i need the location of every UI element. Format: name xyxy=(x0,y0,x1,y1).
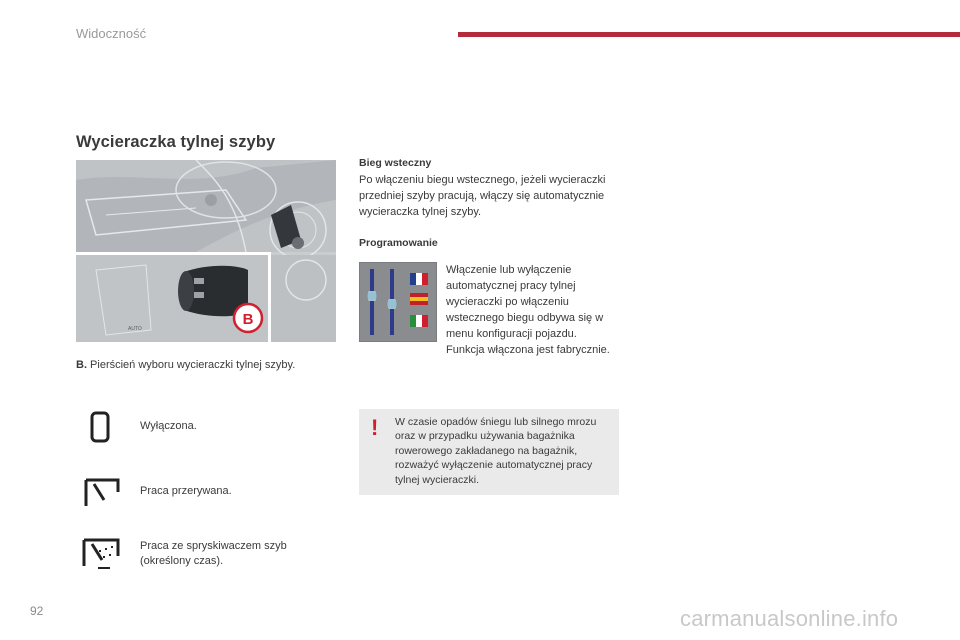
page-title: Wycieraczka tylnej szyby xyxy=(76,133,276,151)
warning-text: W czasie opadów śniegu lub silnego mrozu oraz w przypadku używania bagażnika rowerowego zakładanego na bagażnik, rozważyć wyłączenie automatycznej pracy tylnej wycieraczki. xyxy=(395,416,597,486)
wiper-off-icon xyxy=(82,405,122,449)
caption-letter: B. xyxy=(76,359,87,371)
mode-off-text: Wyłączona. xyxy=(140,420,197,432)
programming-text: Włączenie lub wyłączenie automatycznej pracy tylnej wycieraczki po włączeniu wstecznego biegu odbywa się w menu konfiguracji pojazdu. Funkcja włączona jest fabrycznie. xyxy=(446,264,610,356)
mode-washer-text: Praca ze spryskiwaczem szyb (określony czas). xyxy=(140,540,287,567)
programming-heading: Programowanie xyxy=(359,237,438,249)
figure-caption xyxy=(76,359,295,371)
section-label: Widoczność xyxy=(76,26,147,41)
wiper-washer-icon xyxy=(80,530,124,574)
wiper-intermittent-icon xyxy=(82,470,122,514)
wiper-stalk-photo xyxy=(76,160,336,342)
page-number: 92 xyxy=(30,604,44,618)
warning-icon: ! xyxy=(371,415,379,440)
config-menu-image xyxy=(359,262,437,342)
ring-label-auto: AUTO xyxy=(128,326,142,332)
mode-intermittent-text: Praca przerywana. xyxy=(140,485,232,497)
callout-b: B xyxy=(242,311,254,328)
watermark: carmanualsonline.info xyxy=(680,606,899,631)
caption-text: Pierścień wyboru wycieraczki tylnej szyby. xyxy=(87,359,296,371)
reverse-text: Po włączeniu biegu wstecznego, jeżeli wycieraczki przedniej szyby pracują, włączy się automatycznie wycieraczka tylnej szyby. xyxy=(359,174,606,218)
header-accent-rule xyxy=(458,32,960,37)
reverse-heading: Bieg wsteczny xyxy=(359,157,432,169)
warning-box xyxy=(359,409,619,495)
